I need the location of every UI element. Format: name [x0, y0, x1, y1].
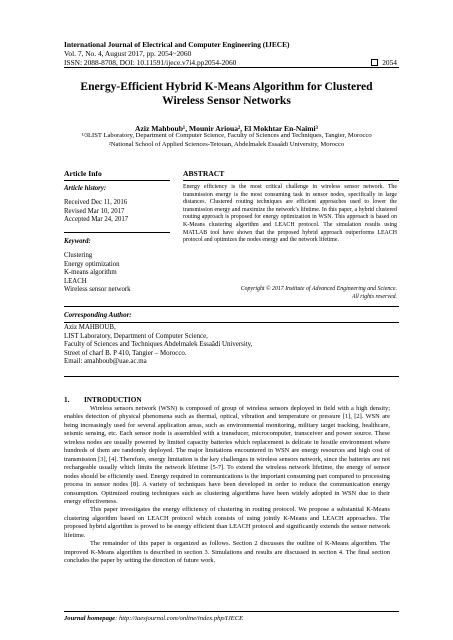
history-rule	[64, 232, 170, 233]
authors: Aziz Mahboub¹, Mounir Arioua², El Mokhtar En-Naimi³	[135, 124, 318, 133]
header-rule	[64, 67, 399, 68]
received-date: Received Dec 11, 2016	[64, 199, 128, 206]
article-info-heading: Article Info	[64, 169, 102, 178]
introduction-body	[64, 405, 390, 566]
corresponding-line: LIST Laboratory, Department of Computer Science,	[64, 332, 208, 340]
introduction-heading	[64, 396, 142, 404]
corresponding-email: Email: amahboub@uae.ac.ma	[64, 358, 147, 366]
abstract-heading: ABSTRACT	[183, 169, 225, 178]
corresponding-details	[64, 324, 394, 367]
corresponding-line: Faculty of Sciences and Techniques Abdelmalek Essaâdi University,	[64, 341, 253, 349]
paper-title-line1: Energy-Efficient Hybrid K-Means Algorithm for Clustered	[80, 80, 373, 93]
copyright-line1: Copyright © 2017 Institute of Advanced Engineering and Science.	[240, 286, 397, 292]
footer-rule	[64, 611, 399, 612]
page-number: 2054	[382, 58, 397, 67]
keyword-item: K-means algorithm	[64, 269, 117, 277]
revised-date: Revised Mar 10, 2017	[64, 207, 125, 215]
copyright-line2: All rights reserved.	[351, 293, 397, 300]
corresponding-heading: Corresponding Author:	[64, 311, 132, 319]
square-icon	[371, 59, 378, 66]
accepted-date: Accepted Mar 24, 2017	[64, 216, 129, 224]
paragraph: The remainder of this paper is organized as follows. Section 2 discusses the outline of K-Means algorithm. The improved K-Means algorithm is described in section 3. Simulations and results are discussed in section 4. The final section concludes the paper by setting the direction of future work.	[64, 540, 390, 565]
keyword-item: Clustering	[64, 252, 93, 259]
section-rule-2	[64, 322, 399, 323]
abstract-rule	[183, 180, 399, 181]
keyword-item: LEACH	[64, 277, 87, 285]
affiliations	[40, 132, 413, 149]
journal-name: International Journal of Electrical and Computer Engineering (IJECE)	[64, 40, 290, 49]
section-rule-3	[64, 376, 399, 377]
page-number-block	[371, 58, 397, 67]
section-rule-1	[64, 306, 399, 307]
homepage-label: Journal homepage	[64, 615, 116, 622]
paragraph: This paper investigates the energy efficiency of clustering in routing protocol. We propose a substantial K-Means clustering algorithm based on LEACH protocol which consists of using jointly K-Means and LEACH approaches. The proposed hybrid algorithm is proved to be energy efficient than LEACH protocol and significantly extends the sensor network lifetime.	[64, 506, 390, 539]
keyword-list	[64, 252, 131, 295]
article-info-rule	[64, 180, 170, 181]
affiliation-2: ²National School of Applied Sciences-Tetouan, Abdelmalek Essaâdi University, Morocco	[108, 140, 345, 148]
keyword-label: Keyword:	[64, 238, 91, 245]
keyword-item: Wireless sensor network	[64, 286, 131, 294]
paper-title-line2: Wireless Sensor Networks	[162, 94, 291, 107]
corresponding-line: Aziz MAHBOUB,	[64, 324, 116, 331]
keyword-item: Energy optimization	[64, 260, 120, 268]
issn-line: ISSN: 2088-8708, DOI: 10.11591/ijece.v7i4.pp2054-2060	[64, 58, 237, 67]
corresponding-line: Street of charf B. P 410, Tangier – Morocco.	[64, 349, 187, 357]
volume-line: Vol. 7, No. 4, August 2017, pp. 2054~2060	[64, 49, 192, 58]
paper-title	[40, 80, 413, 108]
article-history	[64, 199, 128, 225]
paragraph: Wireless sensors network (WSN) is composed of group of wireless sensors deployed in field with a high density; enables detection of physical phenomena such as thermal, optical, vibration and temperature or pressure [1], [2]. WSN are being increasingly used for several application areas, such as environmental monitoring, military target tracking, healthcare, seismic sensing, etc. Each sensor node is assembled with a transducer, microcomputer, transceiver and power source. These wireless nodes are usually powered by limited capacity batteries which replacement is delicate in hostile environment where hundreds of them are randomly deployed. The major limitations encountered in WSN are energy resources and high cost of transmission [3], [4]. Therefore, energy limitation is the key challenges in wireless sensors network, since the batteries are not rechargeable usually which limits the network lifetime [5-7]. To extend the wireless network lifetime, the energy of sensor nodes should be efficiently used. Energy required in communications is the important consuming part compared to processing process in sensor nodes [8]. A variety of techniques have been developed in order to reduce the communication energy consumption. Optimized routing techniques such as clustering algorithms have been widely adopted in WSN due to their energy effectiveness.	[64, 405, 390, 505]
copyright-notice	[241, 286, 397, 301]
affiliation-1: ¹ʵ3LIST Laboratory, Department of Computer Science, Faculty of Sciences and Techniques, Tangier, Morocco	[81, 132, 372, 139]
section-title: INTRODUCTION	[84, 396, 142, 404]
journal-header	[64, 40, 289, 67]
homepage-url[interactable]: : http://iaesjournal.com/online/index.php/IJECE	[115, 615, 244, 622]
abstract-text: Energy efficiency is the most critical challenge in wireless sensor network. The transmission energy is the most consuming task in sensor nodes, specifically in large distances. Clustered routing techniques are efficient approaches used to lower the transmission energy and maximize the network’s lifetime. In this paper, a hybrid clustered routing approach is proposed for energy optimization in WSN. This approach is based on K-Means clustering algorithm and LEACH protocol. The simulation results using MATLAB tool have shown that the proposed hybrid approach outperforms LEACH protocol and optimizes the nodes energy and the network lifetime.	[183, 184, 397, 244]
article-history-label: Article history:	[64, 185, 107, 192]
section-number: 1.	[64, 396, 70, 404]
journal-homepage	[64, 615, 243, 622]
